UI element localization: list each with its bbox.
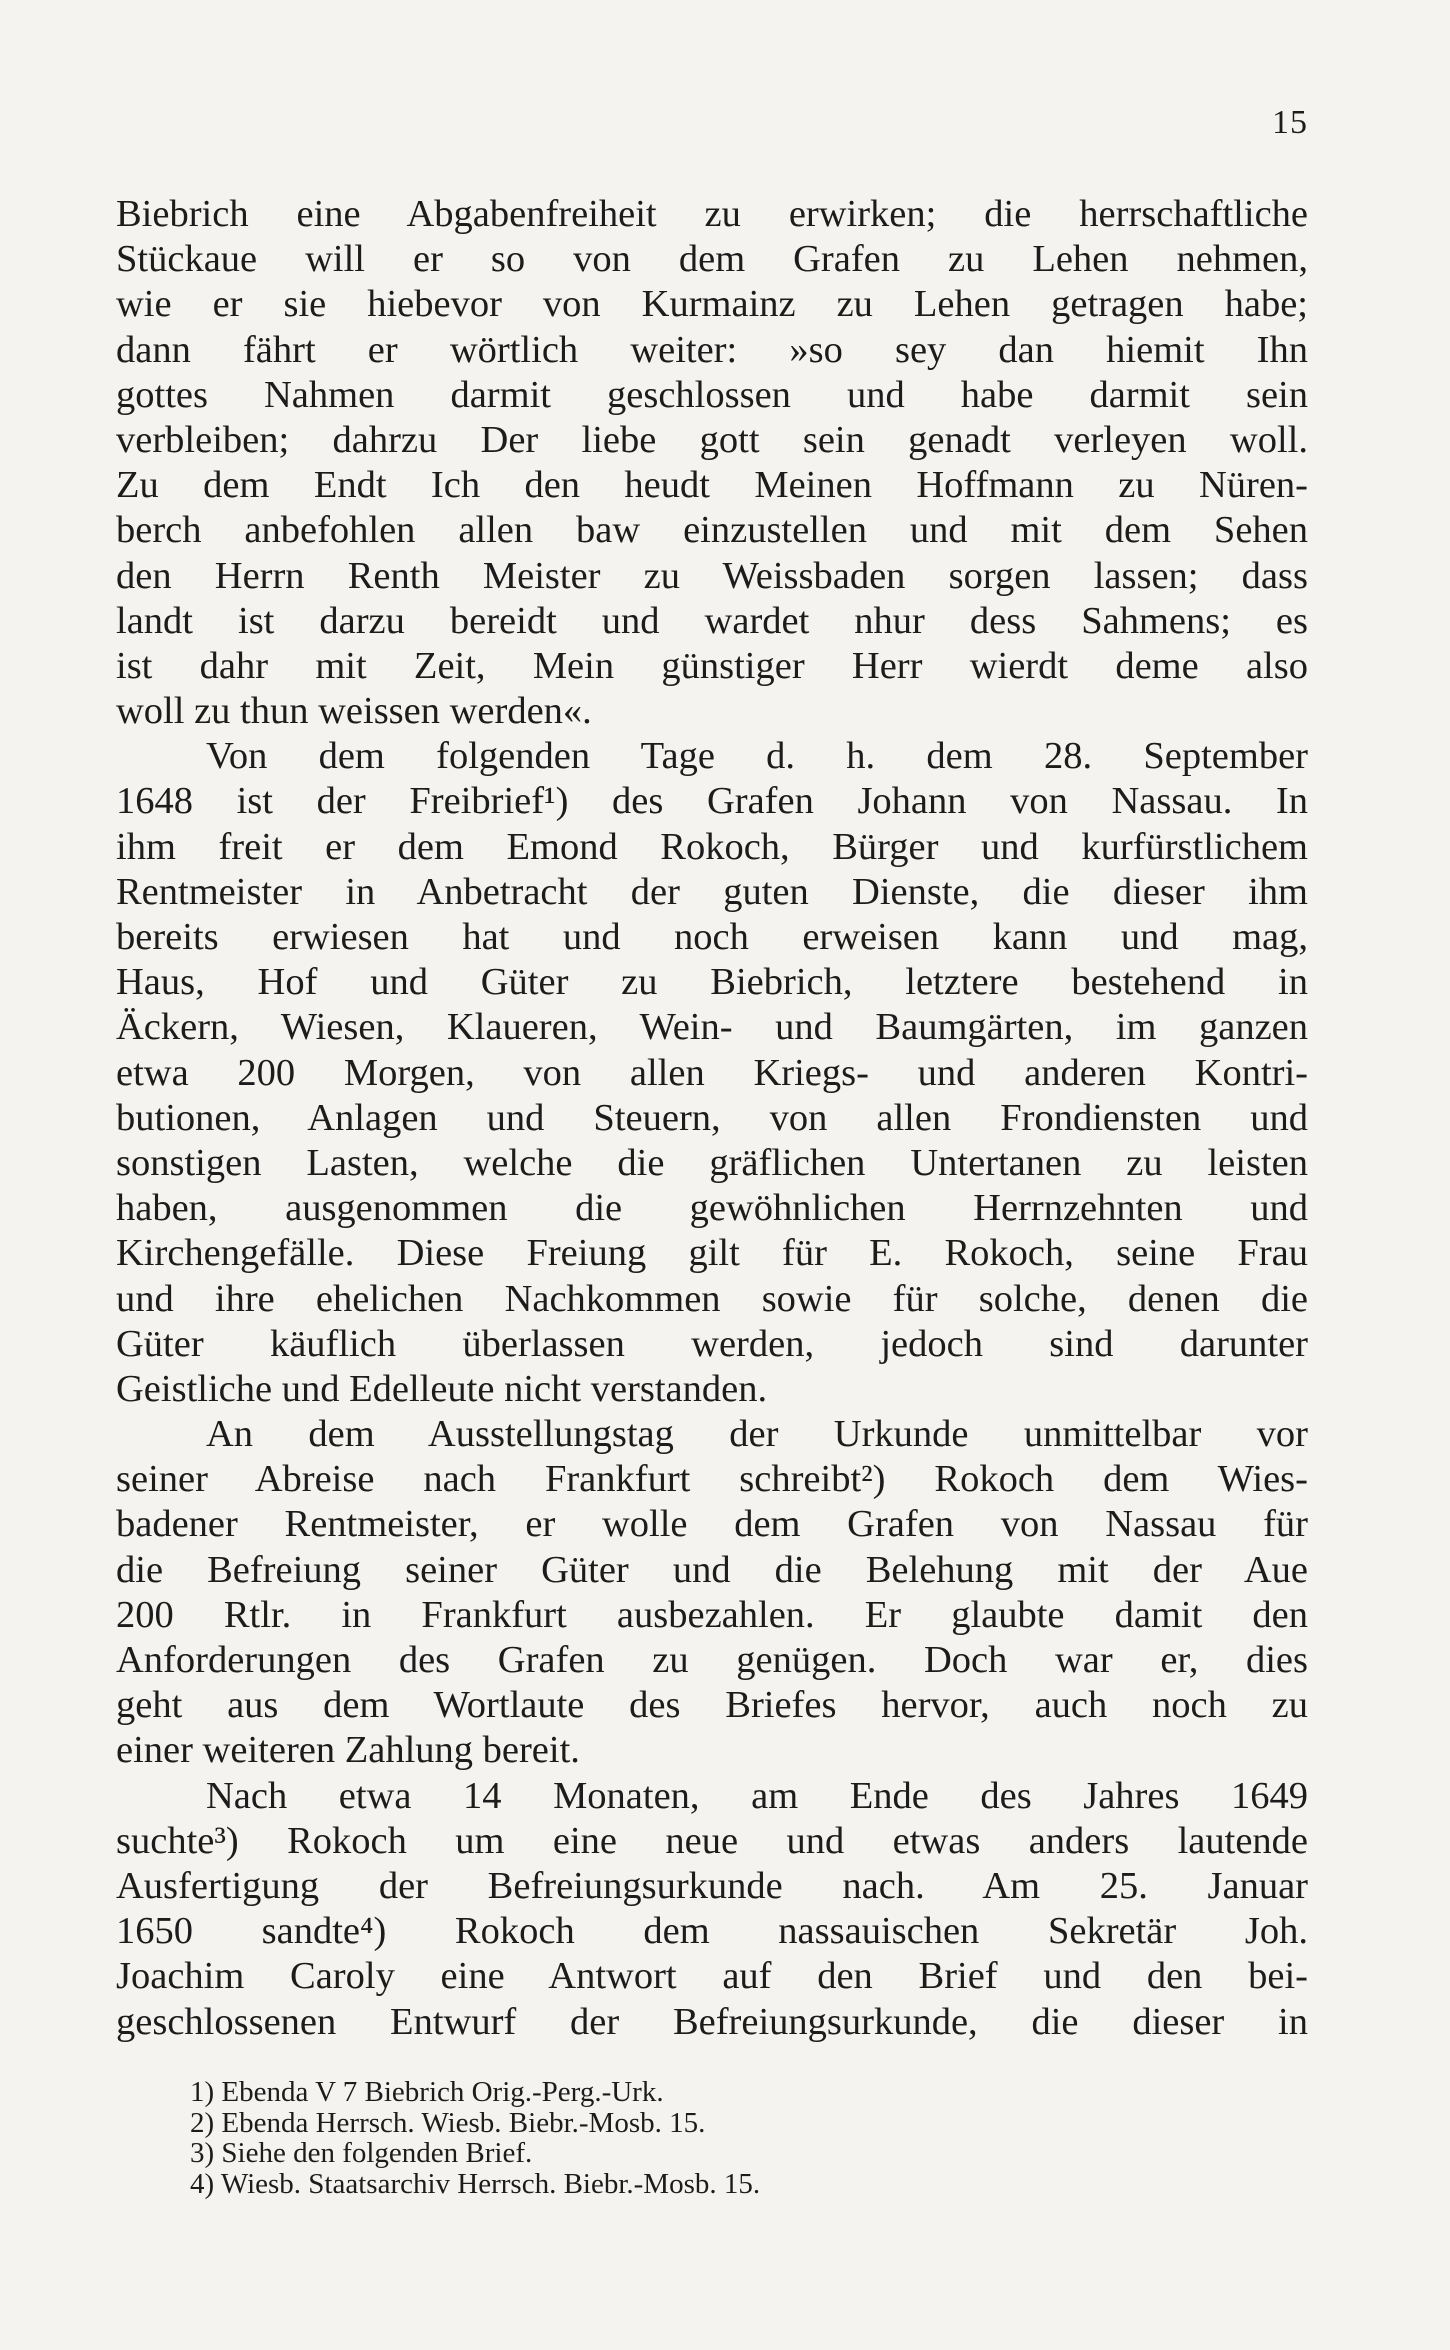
text-line: wie er sie hiebevor von Kurmainz zu Lehen getragen habe;	[116, 283, 1308, 326]
footnote: 1) Ebenda V 7 Biebrich Orig.-Perg.-Urk.	[190, 2076, 664, 2108]
text-line: geschlossenen Entwurf der Befreiungsurkunde, die dieser in	[116, 2000, 1308, 2043]
footnote: 2) Ebenda Herrsch. Wiesb. Biebr.-Mosb. 15.	[190, 2106, 706, 2139]
text-line: landt ist darzu bereidt und wardet nhur dess Sahmens; es	[116, 599, 1308, 642]
text-line: Anforderungen des Grafen zu genügen. Doch war er, dies	[116, 1639, 1308, 1681]
text-line: Stückaue will er so von dem Grafen zu Lehen nehmen,	[116, 238, 1308, 281]
footnote: 4) Wiesb. Staatsarchiv Herrsch. Biebr.-Mosb. 15.	[190, 2167, 761, 2200]
text-line: verbleiben; dahrzu Der liebe gott sein genadt verleyen woll.	[116, 418, 1308, 461]
text-line: suchte³) Rokoch um eine neue und etwas anders lautende	[116, 1819, 1308, 1862]
text-line: Biebrich eine Abgabenfreiheit zu erwirken; die herrschaftliche	[116, 193, 1308, 235]
page-number: 15	[1272, 104, 1308, 141]
text-line: Nach etwa 14 Monaten, am Ende des Jahres 1649	[206, 1774, 1308, 1817]
text-line: sonstigen Lasten, welche die gräflichen Untertanen zu leisten	[116, 1141, 1308, 1184]
text-line: badener Rentmeister, er wolle dem Grafen von Nassau für	[116, 1503, 1308, 1546]
text-line: Haus, Hof und Güter zu Biebrich, letztere bestehend in	[116, 961, 1308, 1004]
text-line: Von dem folgenden Tage d. h. dem 28. September	[206, 735, 1308, 778]
text-line: 200 Rtlr. in Frankfurt ausbezahlen. Er glaubte damit den	[116, 1593, 1308, 1636]
text-line: und ihre ehelichen Nachkommen sowie für solche, denen die	[116, 1277, 1308, 1320]
body-text	[116, 192, 1308, 2045]
text-line: ist dahr mit Zeit, Mein günstiger Herr wierdt deme also	[116, 644, 1308, 687]
footnotes	[190, 2077, 1190, 2199]
text-line: Joachim Caroly eine Antwort auf den Brief und den bei-	[116, 1955, 1308, 1998]
text-line: haben, ausgenommen die gewöhnlichen Herrnzehnten und	[116, 1187, 1308, 1230]
text-line: geht aus dem Wortlaute des Briefes hervor, auch noch zu	[116, 1684, 1308, 1727]
text-line: einer weiteren Zahlung bereit.	[116, 1729, 580, 1772]
text-line: etwa 200 Morgen, von allen Kriegs- und anderen Kontri-	[116, 1051, 1308, 1094]
text-line: Zu dem Endt Ich den heudt Meinen Hoffmann zu Nüren-	[116, 464, 1308, 507]
text-line: bereits erwiesen hat und noch erweisen kann und mag,	[116, 916, 1308, 958]
text-line: Geistliche und Edelleute nicht verstanden.	[116, 1367, 768, 1410]
text-line: butionen, Anlagen und Steuern, von allen Frondiensten und	[116, 1096, 1308, 1139]
text-line: 1648 ist der Freibrief¹) des Grafen Johann von Nassau. In	[116, 780, 1308, 823]
text-line: Güter käuflich überlassen werden, jedoch sind darunter	[116, 1322, 1308, 1365]
text-line: Rentmeister in Anbetracht der guten Dienste, die dieser ihm	[116, 870, 1308, 913]
text-line: An dem Ausstellungstag der Urkunde unmittelbar vor	[206, 1413, 1308, 1456]
text-line: den Herrn Renth Meister zu Weissbaden sorgen lassen; dass	[116, 554, 1308, 597]
text-line: berch anbefohlen allen baw einzustellen und mit dem Sehen	[116, 509, 1308, 552]
text-line: Äckern, Wiesen, Klaueren, Wein- und Baumgärten, im ganzen	[116, 1006, 1308, 1049]
text-line: die Befreiung seiner Güter und die Belehung mit der Aue	[116, 1548, 1308, 1591]
text-line: gottes Nahmen darmit geschlossen und habe darmit sein	[116, 373, 1308, 416]
text-line: Kirchengefälle. Diese Freiung gilt für E. Rokoch, seine Frau	[116, 1232, 1308, 1275]
footnote: 3) Siehe den folgenden Brief.	[190, 2137, 533, 2169]
text-line: ihm freit er dem Emond Rokoch, Bürger und kurfürstlichem	[116, 825, 1308, 868]
text-line: dann fährt er wörtlich weiter: »so sey dan hiemit Ihn	[116, 328, 1308, 371]
text-line: seiner Abreise nach Frankfurt schreibt²) Rokoch dem Wies-	[116, 1458, 1308, 1501]
text-line: 1650 sandte⁴) Rokoch dem nassauischen Sekretär Joh.	[116, 1910, 1308, 1953]
text-line: Ausfertigung der Befreiungsurkunde nach. Am 25. Januar	[116, 1864, 1308, 1907]
text-line: woll zu thun weissen werden«.	[116, 690, 592, 733]
